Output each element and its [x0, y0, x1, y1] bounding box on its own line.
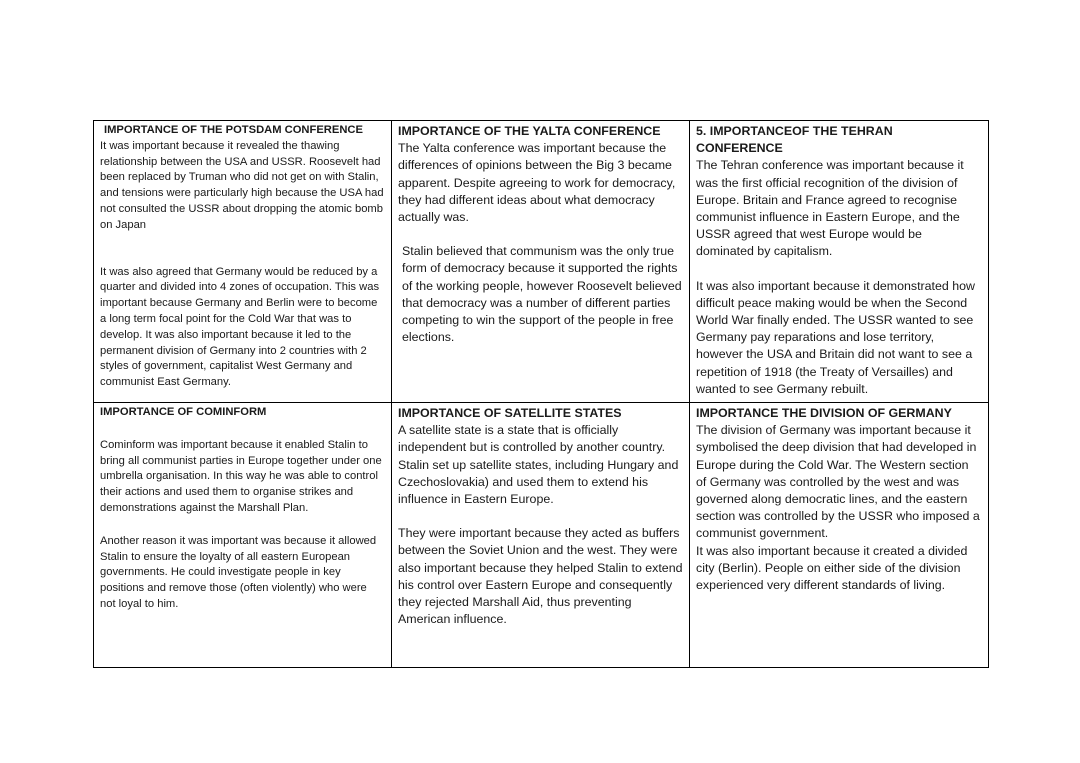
cell-division	[690, 403, 989, 668]
table-row	[94, 403, 989, 668]
importance-table	[93, 120, 989, 668]
cell-title: IMPORTANCE OF THE POTSDAM CONFERENCE	[104, 124, 363, 136]
table-row	[94, 121, 989, 403]
cell-paragraph: The Tehran conference was important because it was the first official recognition of the division of Europe. Britain and France agreed to recognise communist influence in Eastern Europe, and the USSR agreed that west Europe would be dominated by capitalism.	[696, 158, 964, 259]
cell-tehran	[690, 121, 989, 403]
cell-yalta	[392, 121, 690, 403]
cell-paragraph: It was important because it revealed the thawing relationship between the USA and USSR. Roosevelt had been replaced by Truman who did not get on with Stalin, and tensions were particularly high because the USA had not consulted the USSR about dropping the atomic bomb on Japan	[100, 139, 384, 231]
cell-title: IMPORTANCE OF SATELLITE STATES	[398, 406, 622, 421]
cell-paragraph: They were important because they acted as buffers between the Soviet Union and the west. They were also important because they helped Stalin to extend his control over Eastern Europe and consequently they rejected Marshall Aid, thus preventing American influence.	[398, 526, 683, 627]
cell-paragraph: It was also important because it demonstrated how difficult peace making would be when the Second World War finally ended. The USSR wanted to see Germany pay reparations and lose territory, however the USA and Britain did not want to see a repetition of 1918 (the Treaty of Versailles) and wanted to see Germany rebuilt.	[696, 278, 975, 396]
cell-title: IMPORTANCE OF COMINFORM	[100, 406, 267, 419]
cell-satellite	[392, 403, 690, 668]
cell-paragraph: It was also important because it created a divided city (Berlin). People on either side of the division experienced very different standards of living.	[696, 543, 968, 593]
cell-paragraph: Another reason it was important was because it allowed Stalin to ensure the loyalty of all eastern European governments. He could investigate people in key positions and remove those (often violently) who were not loyal to him.	[100, 534, 377, 611]
cell-title: IMPORTANCE THE DIVISION OF GERMANY	[696, 406, 952, 421]
cell-paragraph: It was also agreed that Germany would be reduced by a quarter and divided into 4 zones of occupation. This was important because Germany and Berlin were to become a long term focal point for the Cold War that was to develop. It was also important because it led to the permanent division of Germany into 2 countries with 2 styles of government, capitalist West Germany and communist East Germany.	[100, 265, 380, 389]
cell-potsdam	[94, 121, 392, 403]
cell-title: 5. IMPORTANCEOF THE TEHRAN CONFERENCE	[696, 124, 893, 156]
cell-paragraph: The division of Germany was important because it symbolised the deep division that had developed in Europe during the Cold War. The Western section of Germany was controlled by the west and was governed along democratic lines, and the eastern section was controlled by the USSR who imposed a communist government.	[696, 423, 980, 541]
cell-paragraph: Stalin believed that communism was the only true form of democracy because it supported the rights of the working people, however Roosevelt believed that democracy was a number of different parties competing to win the support of the people in free elections.	[402, 244, 682, 345]
cell-cominform	[94, 403, 392, 668]
cell-paragraph: Cominform was important because it enabled Stalin to bring all communist parties in Europe together under one umbrella organisation. In this way he was able to control their actions and used them to organise strikes and demonstrations against the Marshall Plan.	[100, 438, 382, 515]
cell-paragraph: The Yalta conference was important because the differences of opinions between the Big 3 became apparent. Despite agreeing to work for democracy, they had different ideas about what democracy actually was.	[398, 141, 676, 225]
cell-title: IMPORTANCE OF THE YALTA CONFERENCE	[398, 124, 661, 138]
cell-paragraph: A satellite state is a state that is officially independent but is controlled by another country. Stalin set up satellite states, including Hungary and Czechoslovakia) and used them to extend his influence in Eastern Europe.	[398, 423, 679, 507]
